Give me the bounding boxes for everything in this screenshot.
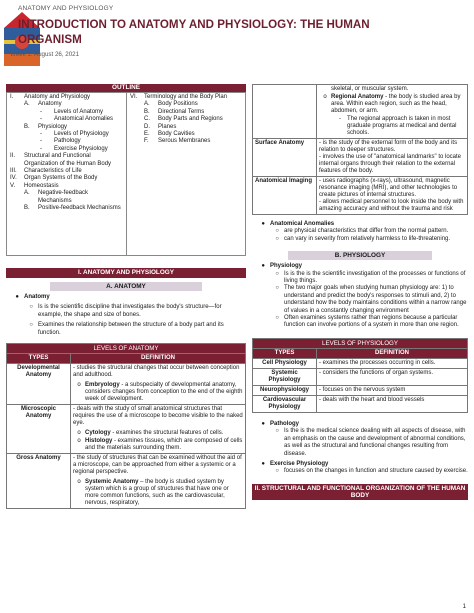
table-row: Surface Anatomy - is the study of the external form of the body and its relation to deeper structures. - involves the use of "anatomical landmarks" to locate internal organs through their relation to the external features of the body. — [253, 139, 468, 177]
outline-box — [6, 92, 246, 256]
outline-item: B. Physiology — [24, 123, 68, 130]
exercise-point: ○ focuses on the changes in function and structure caused by exercise. — [252, 468, 468, 475]
anomalies-point: ○ can vary in severity from relatively harmless to life-threatening. — [252, 236, 468, 243]
circle-bullet-icon: ○ — [275, 315, 279, 322]
outline-item: VI. Terminology and the Body Plan — [130, 94, 228, 100]
week-date: Week 1: August 26, 2021 — [10, 51, 80, 58]
anatomy-point: ○ Examines the relationship between the structure of a body part and its function. — [6, 322, 246, 337]
levels-anatomy-caption: LEVELS OF ANATOMY — [7, 344, 246, 354]
subsection-anatomy-heading: A. ANATOMY — [50, 282, 202, 291]
physiology-point: ○ The two major goals when studying human physiology are: 1) to understand and predict the body's responses to stimuli and, 2) to understand how the body maintains conditions within a narrow range of values in a constantly changing environment — [252, 285, 468, 315]
table-row: Cell Physiology - examines the processes occurring in cells. — [253, 358, 468, 368]
outline-item: V. Homeostasis — [10, 182, 59, 189]
outline-item: E. Body Cavities — [144, 131, 195, 138]
outline-right-list — [126, 93, 245, 255]
outline-item: II. Structural and Functional Organization of the Human Body — [10, 153, 112, 167]
outline-item: D. Planes — [144, 123, 177, 130]
anatomy-continued-table — [252, 84, 468, 215]
pathology-point: ○ Is the is the medical science dealing with all aspects of disease, with an emphasis on the cause and development of abnormal conditions, as well as the structural and functional changes resulting from disease. — [252, 428, 468, 458]
outline-item: A. Body Positions — [144, 101, 198, 108]
right-column — [252, 84, 468, 500]
col-types: TYPES — [7, 354, 71, 364]
levels-of-physiology-table: LEVELS OF PHYSIOLOGY TYPES DEFINITION Cell Physiology - examines the processes occurring in cells. Systemic Physiology - considers the functions of organ systems. Neurophysiology - focuses on the nervous system Cardiovascular Physiology - deals with the heart and blood vessels — [252, 338, 468, 413]
outline-item: IV. Organ Systems of the Body — [10, 175, 98, 182]
table-row: Systemic Physiology - considers the functions of organ systems. — [253, 368, 468, 385]
outline-item: C. Body Parts and Regions — [144, 116, 223, 123]
bullet-icon: ● — [261, 460, 265, 467]
levels-of-anatomy-table — [6, 343, 246, 509]
page-title — [18, 17, 468, 47]
circle-bullet-icon: ○ — [29, 322, 33, 329]
exercise-bullet: ● Exercise Physiology — [252, 461, 468, 468]
outline-item: A. Anatomy — [24, 101, 62, 108]
outline-item: III. Characteristics of Life — [10, 168, 82, 175]
col-definition: DEFINITION — [71, 354, 246, 364]
outline-item: - Pathology — [40, 138, 81, 145]
outline-item: B. Positive-feedback Mechanisms — [24, 205, 121, 212]
table-row: Microscopic Anatomy - deals with the study of small anatomical structures that requires the use of a microscope to become visible to the naked eye. o Cytology - examines the structural features of cells. o Histology - examines tissues, which are composed of cells and the materials surrounding them. — [7, 405, 246, 454]
table-row: Anatomical Imaging - uses radiographs (x-rays), ultrasound, magnetic resonance imaging (MRI), and other technologies to create pictures of internal structures. - allows medical personnel to look inside the body with amazing accuracy and without the trauma and risk — [253, 177, 468, 215]
anatomy-bullet — [6, 294, 246, 301]
section-1-heading: I. ANATOMY AND PHYSIOLOGY — [6, 268, 246, 278]
anatomy-point: ○ Is is the scientific discipline that investigates the body's structure—for example, the shape and size of bones. — [6, 304, 246, 319]
circle-bullet-icon: ○ — [29, 304, 33, 311]
outline-item: - Levels of Anatomy — [40, 108, 104, 115]
circle-bullet-icon: ○ — [275, 270, 279, 277]
outline-item: A. Negative-feedback Mechanisms — [24, 190, 89, 204]
outline-title: OUTLINE — [6, 84, 246, 92]
table-row: skeletal, or muscular system. o Regional Anatomy - the body is studied area by area. Within each region, such as the head, abdomen, or arm. - The regional approach is taken in most graduate programs at medical and dental schools. — [253, 85, 468, 139]
title-line-2: ORGANISM — [18, 33, 82, 46]
outline-item: - Exercise Physiology — [40, 145, 108, 152]
subsection-physiology-heading: B. PHYSIOLOGY — [288, 251, 432, 260]
bullet-icon: ● — [261, 263, 265, 270]
anomalies-point: ○ are physical characteristics that differ from the normal pattern. — [252, 228, 468, 235]
table-row: Cardiovascular Physiology - deals with the heart and blood vessels — [253, 395, 468, 412]
circle-bullet-icon: ○ — [275, 468, 279, 475]
bullet-icon: ● — [261, 221, 265, 227]
left-column — [6, 84, 246, 509]
table-row: Gross Anatomy - the study of structures that can be examined without the aid of a microscope, can be approached from either a systemic or a regional perspective. o Systemic Anatomy – the body is studied system by system which is a group of structures that have one or more common functions, such as the cardiovascular, nervous, respiratory, — [7, 454, 246, 509]
anomalies-bullet: ● Anatomical Anomalies — [252, 221, 468, 228]
circle-bullet-icon: ○ — [275, 428, 279, 435]
circle-bullet-icon: ○ — [275, 228, 279, 235]
bullet-icon: ● — [15, 294, 19, 300]
pathology-bullet: ● Pathology — [252, 421, 468, 428]
anatomy-label: Anatomy — [24, 294, 50, 300]
outline-item: I. Anatomy and Physiology — [10, 94, 91, 100]
outline-item: - Levels of Physiology — [40, 131, 109, 138]
title-line-1: INTRODUCTION TO ANATOMY AND PHYSIOLOGY: THE HUMAN — [18, 18, 370, 31]
outline-item: - Anatomical Anomalies — [40, 116, 114, 123]
circle-bullet-icon: ○ — [275, 285, 279, 292]
levels-physiology-caption: LEVELS OF PHYSIOLOGY — [253, 338, 468, 348]
outline-left-list — [7, 93, 126, 255]
outline-item: F. Serous Membranes — [144, 138, 211, 145]
bullet-icon: ● — [261, 420, 265, 427]
physiology-point: ○ Is is the is the scientific investigation of the processes or functions of living things. — [252, 271, 468, 286]
circle-bullet-icon: ○ — [275, 235, 279, 242]
table-row: Neurophysiology - focuses on the nervous system — [253, 385, 468, 395]
section-2-heading: II. STRUCTURAL AND FUNCTIONAL ORGANIZATION OF THE HUMAN BODY — [252, 484, 468, 500]
physiology-point: ○ Often examines systems rather than regions because a particular function can involve portions of a system in more than one region. — [252, 315, 468, 330]
outline-item: B. Directional Terms — [144, 108, 205, 115]
page-number: 1 — [462, 604, 466, 610]
subject-header: ANATOMY AND PHYSIOLOGY — [18, 5, 114, 12]
physiology-bullet: ● Physiology — [252, 263, 468, 270]
table-row: Developmental Anatomy - studies the structural changes that occur between conception and adulthood. o Embryology - a subspecialty of developmental anatomy, considers changes from conception to the end of the eighth week of development. — [7, 364, 246, 405]
